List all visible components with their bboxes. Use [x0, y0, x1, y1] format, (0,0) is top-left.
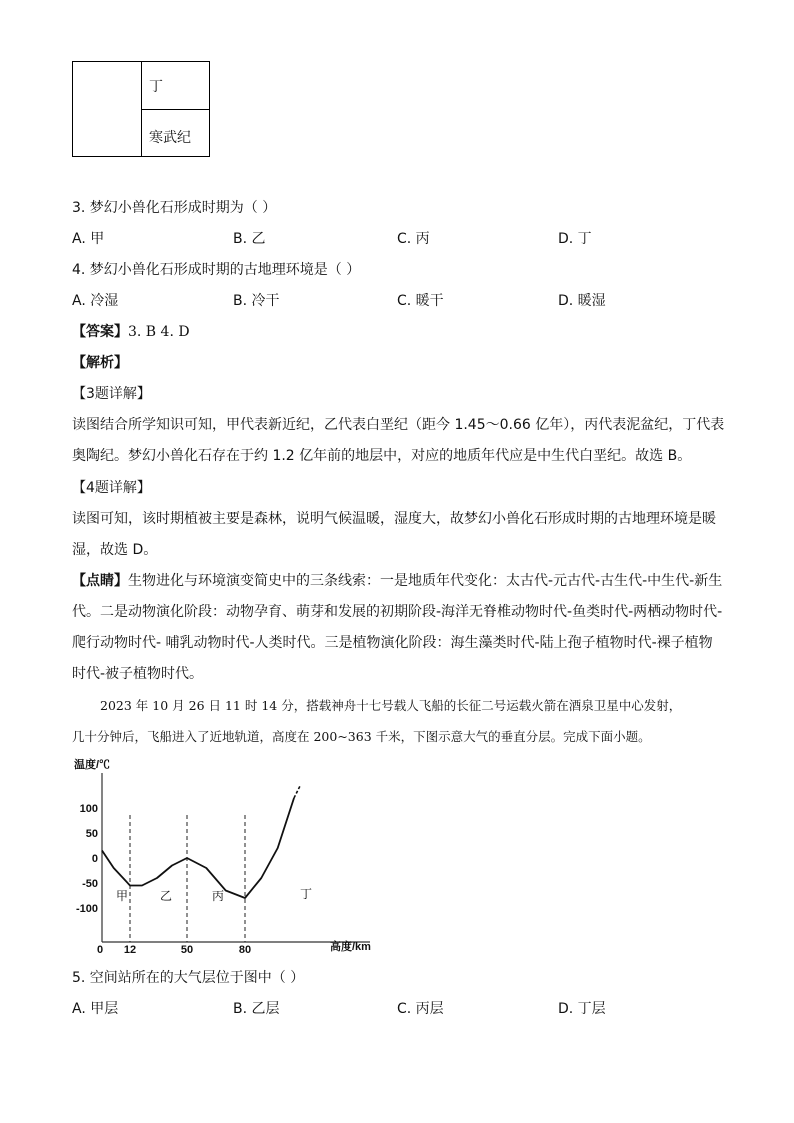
comment-line-4: 时代-被子植物时代。 [72, 666, 204, 682]
era-table [72, 61, 210, 157]
q4-option-b[interactable]: B. 冷干 [233, 293, 280, 309]
x-tick-label: 80 [238, 944, 252, 956]
x-tick-label: 0 [96, 944, 104, 956]
y-tick-label: -50 [82, 878, 98, 890]
detail-3-line-1: 读图结合所学知识可知，甲代表新近纪，乙代表白垩纪（距今 1.45～0.66 亿年），丙代表泥盆纪，丁代表 [72, 417, 725, 433]
answer-text: 3. B 4. D [128, 324, 190, 340]
detail-4-line-1: 读图可知，该时期植被主要是森林，说明气候温暖，湿度大，故梦幻小兽化石形成时期的古地理环境是暖 [72, 511, 716, 527]
table-divider-horizontal [141, 109, 209, 110]
q4-option-d[interactable]: D. 暖湿 [558, 293, 606, 309]
answer-label: 【答案】 [72, 324, 128, 340]
y-tick-label: 0 [91, 853, 98, 865]
passage-line-2: 几十分钟后，飞船进入了近地轨道，高度在 200~363 千米，下图示意大气的垂直分层。完成下面小题。 [72, 729, 651, 744]
q4-option-c[interactable]: C. 暖干 [397, 293, 444, 309]
q3-option-a[interactable]: A. 甲 [72, 231, 105, 247]
q5-option-b[interactable]: B. 乙层 [233, 1001, 280, 1017]
q4-option-a[interactable]: A. 冷湿 [72, 293, 119, 309]
table-cell-ding: 丁 [149, 79, 163, 95]
q3-option-d[interactable]: D. 丁 [558, 231, 592, 247]
question-5-stem: 5. 空间站所在的大气层位于图中（ ） [72, 970, 305, 986]
answer-line [72, 321, 190, 341]
detail-3-label: 【3题详解】 [72, 386, 151, 402]
q3-option-b[interactable]: B. 乙 [233, 231, 266, 247]
y-tick-label: 100 [79, 803, 98, 815]
passage-line-1: 2023 年 10 月 26 日 11 时 14 分，搭载神舟十七号载人飞船的长征二号运载火箭在酒泉卫星中心发射， [100, 698, 682, 713]
comment-line-3: 爬行动物时代- 哺乳动物时代-人类时代。三是植物演化阶段：海生藻类时代-陆上孢子植物时代-裸子植物 [72, 635, 713, 651]
y-tick-label: -100 [75, 903, 98, 915]
y-axis-label: 温度/℃ [74, 759, 111, 771]
layer-label: 丁 [300, 887, 313, 901]
table-cell-cambrian: 寒武纪 [149, 130, 191, 146]
q3-option-c[interactable]: C. 丙 [397, 231, 430, 247]
detail-4-label: 【4题详解】 [72, 480, 151, 496]
q5-option-a[interactable]: A. 甲层 [72, 1001, 119, 1017]
question-4-stem: 4. 梦幻小兽化石形成时期的古地理环境是（ ） [72, 262, 361, 278]
layer-label: 乙 [160, 889, 173, 903]
x-tick-label: 50 [180, 944, 194, 956]
y-tick-label: 50 [85, 828, 98, 840]
temperature-curve [102, 798, 294, 898]
atmosphere-temperature-chart [70, 755, 380, 960]
temperature-curve-extension [294, 786, 300, 798]
q5-option-c[interactable]: C. 丙层 [397, 1001, 444, 1017]
comment-text-1: 生物进化与环境演变简史中的三条线索：一是地质年代变化：太古代-元古代-古生代-中生代-新生 [128, 573, 723, 589]
detail-4-line-2: 湿，故选 D。 [72, 542, 158, 558]
question-3-stem: 3. 梦幻小兽化石形成时期为（ ） [72, 200, 277, 216]
detail-3-line-2: 奥陶纪。梦幻小兽化石存在于约 1.2 亿年前的地层中，对应的地质年代应是中生代白垩纪。故选 B。 [72, 448, 692, 464]
x-axis-label: 高度/km [330, 941, 371, 953]
q5-option-d[interactable]: D. 丁层 [558, 1001, 606, 1017]
x-tick-label: 12 [123, 944, 137, 956]
comment-line-2: 代。二是动物演化阶段：动物孕育、萌芽和发展的初期阶段-海洋无脊椎动物时代-鱼类时代-两栖动物时代- [72, 604, 723, 620]
layer-label: 丙 [212, 889, 225, 903]
analysis-label: 【解析】 [72, 355, 128, 371]
comment-label: 【点睛】 [72, 573, 128, 589]
layer-label: 甲 [116, 889, 129, 903]
comment-line-1 [72, 570, 722, 590]
